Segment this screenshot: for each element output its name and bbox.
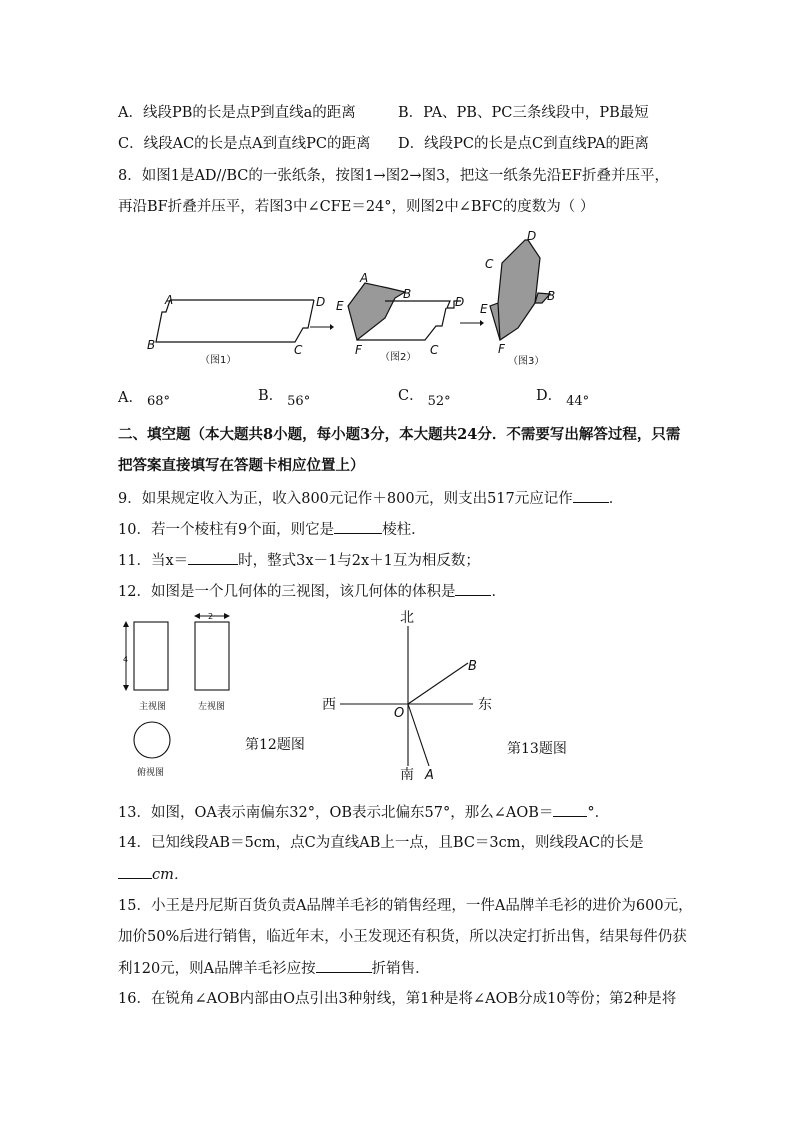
q8-figure-3	[480, 228, 570, 368]
fig3-caption: （图3）	[508, 356, 545, 367]
q12: 12．如图是一个几何体的三视图，该几何体的体积是 ．	[118, 581, 506, 602]
q13: 13．如图，OA表示南偏东32°，OB表示北偏东57°，那么∠AOB＝ °．	[118, 802, 609, 823]
answer-blank	[118, 864, 152, 879]
fig2-caption: （图2）	[380, 352, 417, 363]
fig2-folded-part	[348, 283, 405, 340]
top-view-label: 俯视图	[137, 768, 165, 778]
section-2-heading-line-2: 把答案直接填写在答题卡相应位置上）	[118, 457, 365, 474]
q15-line-3: 利120元，则A品牌羊毛衫应按 折销售．	[118, 958, 430, 979]
fig2-label-e: E	[336, 299, 344, 313]
dim-width-label: 2	[208, 612, 214, 621]
left-view-rect	[195, 622, 229, 690]
q15-line-2: 加价50%后进行销售，临近年末，小王发现还有积货，所以决定打折出售，结果每件仍获	[118, 929, 687, 945]
q12-three-views-figure	[118, 612, 318, 782]
q10: 10．若一个棱柱有9个面，则它是 棱柱．	[118, 519, 426, 540]
ray-oa	[408, 704, 429, 766]
q8-figure-1	[140, 292, 340, 372]
fig3-label-f: F	[498, 342, 505, 356]
fig3-label-e: E	[480, 302, 488, 316]
q7-option-c: C．线段AC的长是点A到直线PC的距离	[118, 136, 371, 152]
fig2-label-d: D	[455, 295, 465, 309]
q14-line-1: 14．已知线段AB＝5cm，点C为直线AB上一点，且BC＝3cm，则线段AC的长是	[118, 835, 644, 851]
fig1-label-a: A	[165, 293, 174, 307]
q15-line-1: 15．小王是丹尼斯百货负责A品牌羊毛衫的销售经理，一件A品牌羊毛衫的进价为600元，	[118, 898, 693, 914]
fig3-label-b: B	[547, 289, 556, 303]
q13-figure-caption: 第13题图	[507, 741, 567, 757]
top-view-circle	[134, 722, 170, 758]
q8-option-a: A． 68°	[118, 390, 171, 409]
left-view-label: 左视图	[198, 702, 226, 712]
answer-blank	[188, 550, 238, 565]
ray-ob	[408, 663, 468, 704]
fig1-label-d: D	[316, 295, 326, 309]
label-a: A	[425, 768, 434, 783]
section-2-heading-line-1: 二、填空题（本大题共8小题，每小题3分，本大题共24分．不需要写出解答过程，只需	[118, 426, 681, 443]
answer-blank	[553, 802, 587, 817]
label-o: O	[394, 706, 405, 721]
front-view-rect	[134, 622, 168, 690]
fig2-label-a: A	[360, 271, 369, 285]
label-north: 北	[400, 610, 414, 626]
q7-option-a: A．线段PB的长是点P到直线a的距离	[118, 105, 356, 121]
q12-figure-caption: 第12题图	[245, 737, 305, 753]
q8-option-d: D． 44°	[536, 388, 590, 409]
q8-line-2: 再沿BF折叠并压平，若图3中∠CFE＝24°，则图2中∠BFC的度数为（ ）	[118, 199, 595, 215]
q9: 9．如果规定收入为正，收入800元记作＋800元，则支出517元应记作 ．	[118, 488, 623, 509]
front-view-label: 主视图	[139, 702, 167, 712]
fig3-folded-part	[490, 240, 540, 340]
label-east: 东	[478, 697, 492, 713]
label-b: B	[468, 659, 477, 674]
fig1-strip-outline	[156, 300, 314, 342]
q7-option-b: B．PA、PB、PC三条线段中，PB最短	[398, 105, 649, 121]
q16-line-1: 16．在锐角∠AOB内部由O点引出3种射线，第1种是将∠AOB分成10等份；第2种是将	[118, 991, 677, 1007]
q7-option-d: D．线段PC的长是点C到直线PA的距离	[398, 136, 649, 152]
label-south: 南	[400, 767, 414, 783]
fig1-caption: （图1）	[200, 355, 237, 366]
fig1-label-b: B	[147, 338, 156, 352]
fig3-label-c: C	[485, 257, 494, 271]
answer-blank	[334, 519, 382, 534]
fig2-label-c: C	[430, 343, 439, 357]
answer-blank	[573, 488, 609, 503]
fig3-label-d: D	[527, 229, 537, 243]
dim-height-label: 4	[123, 655, 129, 664]
label-west: 西	[322, 697, 336, 713]
fig1-label-c: C	[294, 343, 303, 357]
fig2-label-f: F	[355, 343, 362, 357]
answer-blank	[316, 958, 372, 973]
q8-option-b: B． 56°	[258, 388, 311, 409]
q8-option-c: C． 52°	[398, 388, 451, 409]
q8-line-1: 8．如图1是AD//BC的一张纸条，按图1→图2→图3，把这一纸条先沿EF折叠并压平，	[118, 168, 669, 184]
q14-line-2: cm．	[118, 864, 188, 885]
q11: 11．当x＝ 时，整式3x－1与2x＋1互为相反数；	[118, 550, 480, 571]
fig2-label-b: B	[403, 287, 412, 301]
q13-direction-figure	[318, 608, 578, 783]
q8-figure-2	[330, 268, 480, 368]
answer-blank	[455, 581, 491, 596]
